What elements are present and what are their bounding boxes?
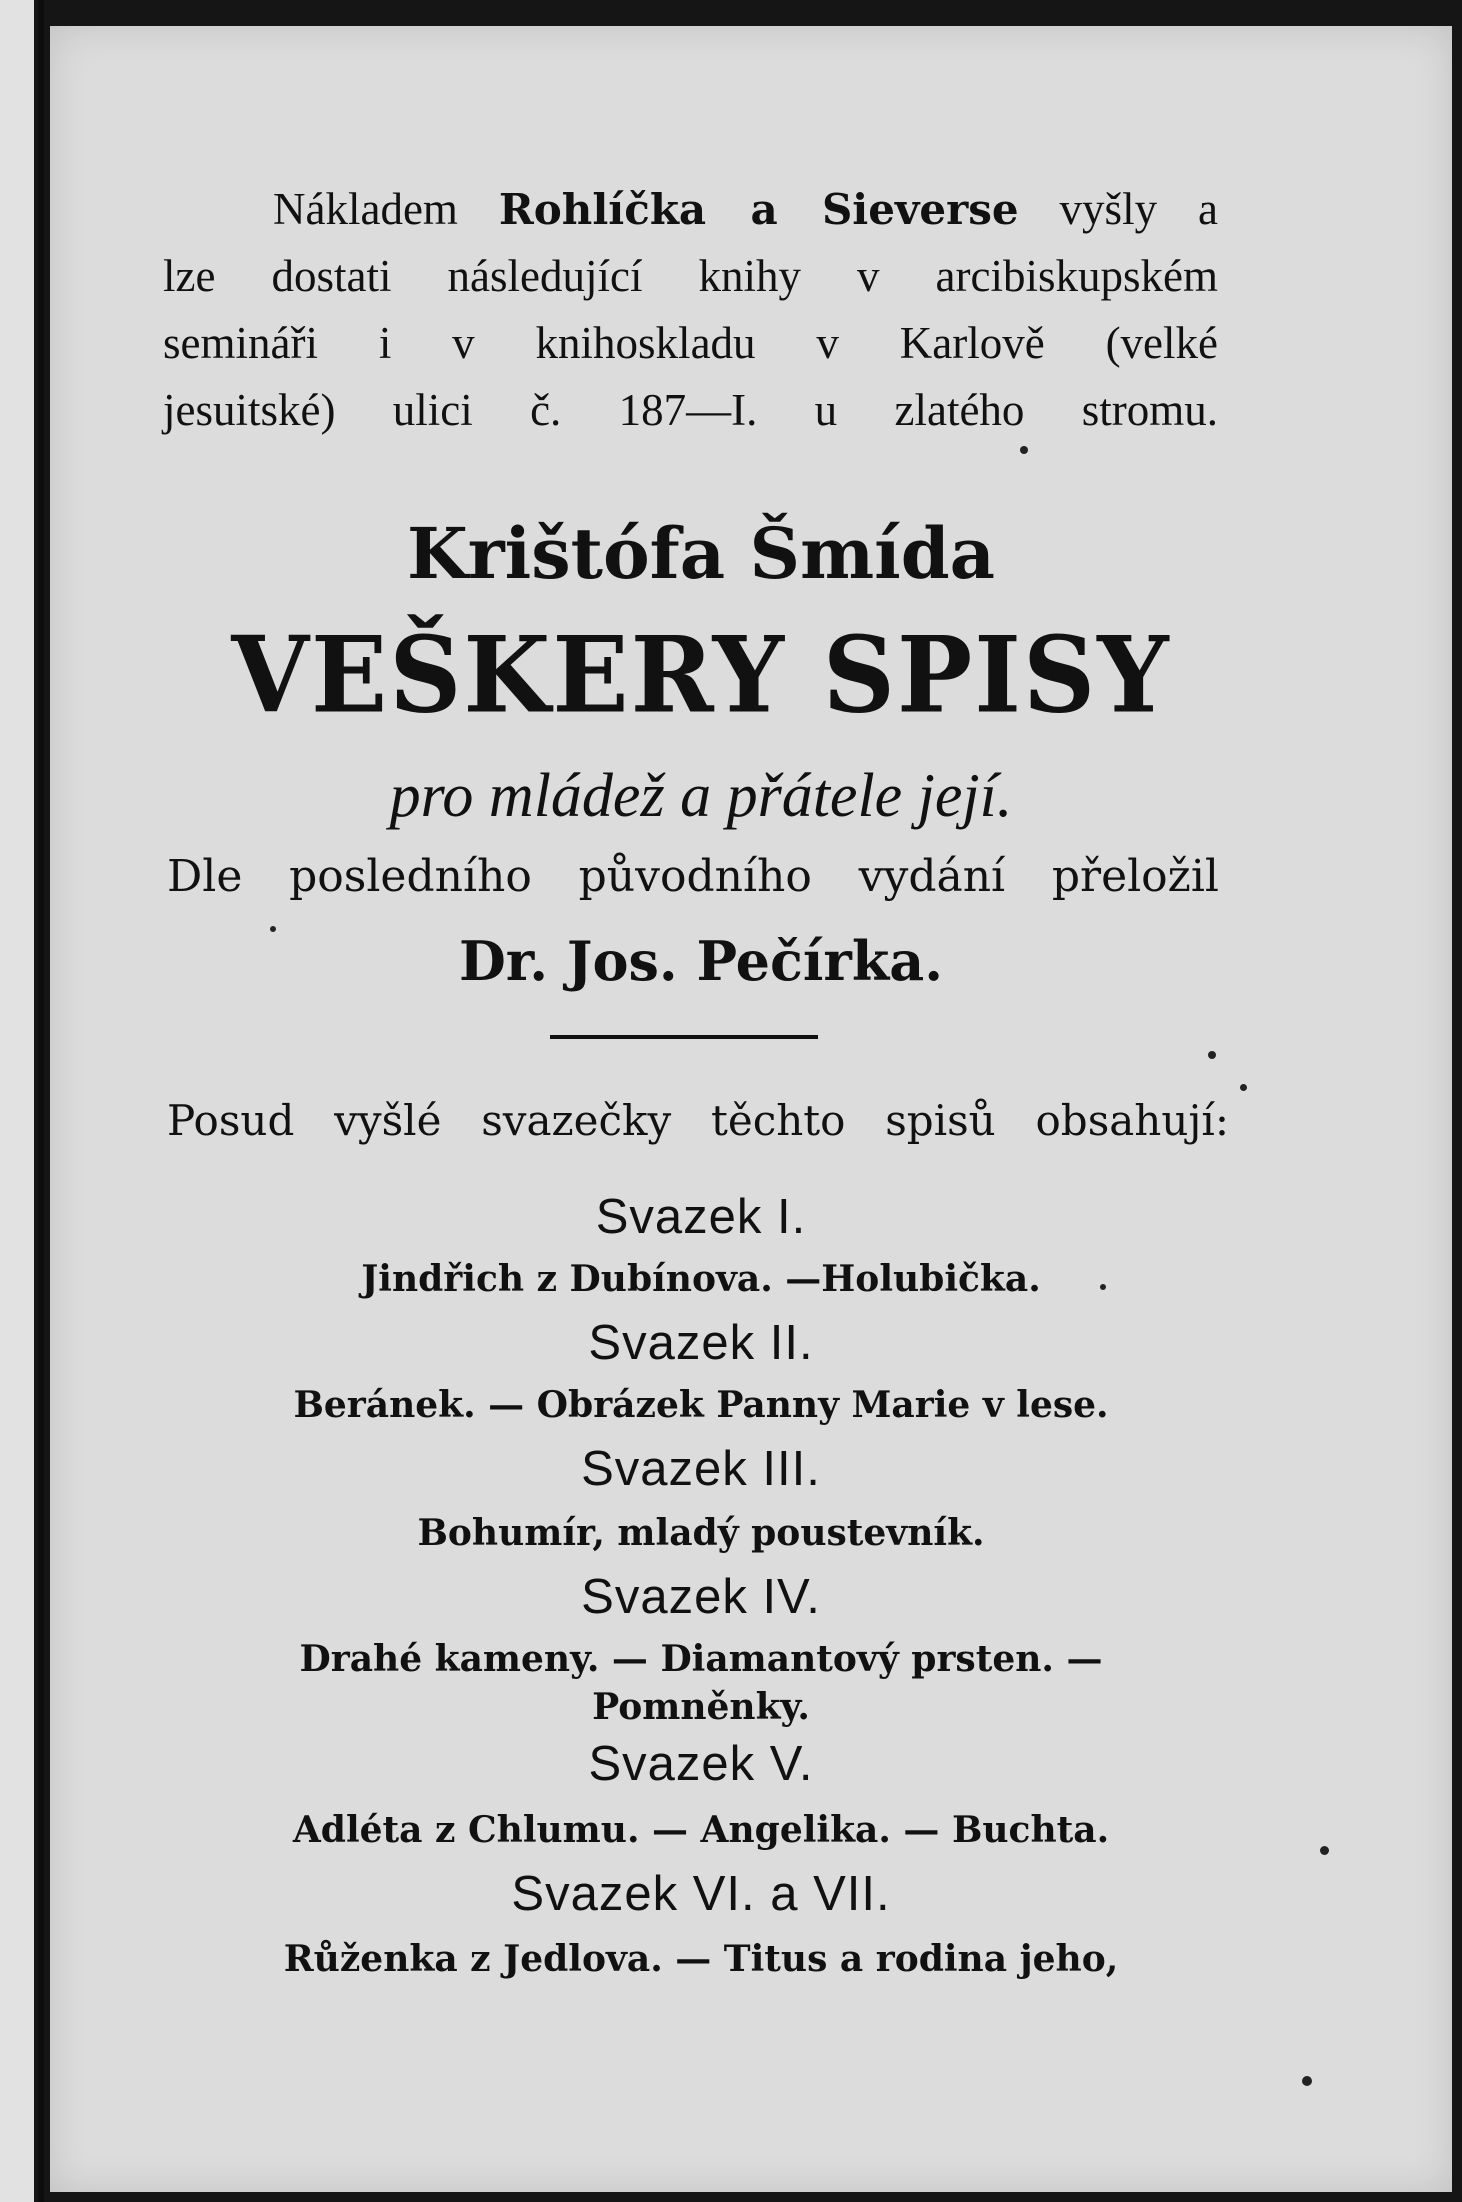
volume-heading: Svazek V. (588, 1737, 814, 1791)
ink-speck (1100, 1284, 1106, 1290)
work-subtitle: pro mládež a přátele její. (389, 762, 1013, 830)
ink-speck (1240, 1084, 1247, 1091)
volume-contents: Adléta z Chlumu. — Angelika. — Buchta. (292, 1809, 1110, 1851)
translation-note: Dle posledního původního vydání přeložil (167, 851, 1219, 902)
author-name: Krištófa Šmída (406, 512, 996, 595)
volume-heading: Svazek VI. a VII. (511, 1867, 891, 1921)
publisher-name: Rohlíčka a Sieverse (498, 185, 1019, 234)
volumes-intro: Posud vyšlé svazečky těchto spisů obsahují: (167, 1096, 1229, 1145)
translator-name: Dr. Jos. Pečírka. (458, 929, 944, 993)
ink-speck (1320, 1846, 1329, 1855)
intro-line-3: semináři i v knihoskladu v Karlově (velké (163, 318, 1218, 368)
left-page-edge (0, 0, 34, 2202)
volume-contents: Jindřich z Dubínova. —Holubička. (361, 1258, 1041, 1300)
volume-contents: Drahé kameny. — Diamantový prsten. — (299, 1638, 1103, 1680)
intro-line-4: jesuitské) ulici č. 187—I. u zlatého stromu. (163, 385, 1218, 435)
book-page (50, 26, 1452, 2192)
ink-speck (1302, 2076, 1312, 2086)
volume-contents: Růženka z Jedlova. — Titus a rodina jeho, (283, 1938, 1119, 1980)
work-title: VEŠKERY SPISY (231, 613, 1171, 737)
volume-contents: Beránek. — Obrázek Panny Marie v lese. (293, 1384, 1109, 1426)
intro-line-1 (163, 176, 1218, 243)
volume-heading: Svazek II. (588, 1316, 814, 1370)
intro-line-2: lze dostati následující knihy v arcibiskupském (163, 251, 1218, 301)
intro-text: vyšly a (1018, 184, 1218, 234)
ink-speck (270, 926, 276, 932)
divider-rule (550, 1035, 818, 1039)
ink-speck (1208, 1051, 1216, 1059)
volume-contents: Bohumír, mladý poustevník. (417, 1512, 985, 1554)
volume-heading: Svazek I. (595, 1190, 807, 1244)
volume-heading: Svazek III. (581, 1442, 821, 1496)
volume-heading: Svazek IV. (581, 1570, 821, 1624)
intro-text: Nákladem (273, 184, 499, 234)
volume-contents: Pomněnky. (592, 1686, 810, 1728)
ink-speck (1020, 446, 1028, 454)
publisher-intro (163, 176, 1218, 444)
binding-rule (38, 0, 44, 2202)
